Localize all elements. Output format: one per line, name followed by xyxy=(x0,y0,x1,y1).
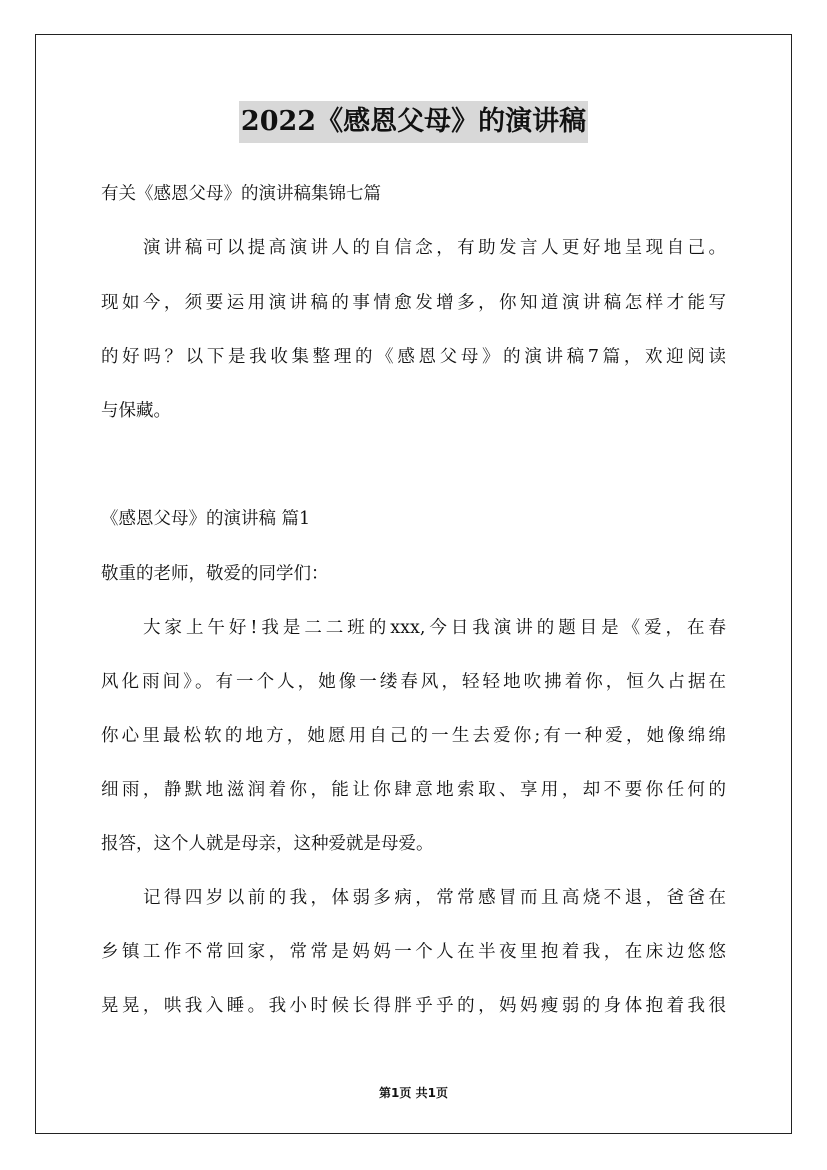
paragraph-line: 报答，这个人就是母亲，这种爱就是母爱。 xyxy=(101,834,434,854)
section-heading: 《感恩父母》的演讲稿 篇1 xyxy=(101,509,311,529)
footer-mid: 页 共 xyxy=(399,1086,428,1100)
subtitle-line: 有关《感恩父母》的演讲稿集锦七篇 xyxy=(101,184,381,204)
footer-suffix: 页 xyxy=(435,1086,448,1100)
paragraph-line: 的好吗？以下是我收集整理的《感恩父母》的演讲稿7篇，欢迎阅读 xyxy=(101,347,726,367)
paragraph-line: 你心里最松软的地方，她愿用自己的一生去爱你;有一种爱，她像绵绵 xyxy=(101,726,726,746)
paragraph-line: 细雨，静默地滋润着你，能让你肆意地索取、享用，却不要你任何的 xyxy=(101,780,726,800)
paragraph-line: 大家上午好!我是二二班的xxx,今日我演讲的题目是《爱，在春 xyxy=(143,618,726,638)
footer-prefix: 第 xyxy=(379,1086,392,1100)
title-container xyxy=(0,101,827,143)
footer-page-number: 1 xyxy=(391,1086,400,1100)
paragraph-line: 与保藏。 xyxy=(101,401,171,421)
paragraph-line: 演讲稿可以提高演讲人的自信念，有助发言人更好地呈现自己。 xyxy=(143,238,726,258)
salutation-line: 敬重的老师，敬爱的同学们： xyxy=(101,564,329,584)
page-footer xyxy=(0,1084,827,1101)
paragraph-line: 晃晃，哄我入睡。我小时候长得胖乎乎的，妈妈瘦弱的身体抱着我很 xyxy=(101,996,726,1016)
paragraph-line: 现如今，须要运用演讲稿的事情愈发增多，你知道演讲稿怎样才能写 xyxy=(101,293,726,313)
paragraph-line: 乡镇工作不常回家，常常是妈妈一个人在半夜里抱着我，在床边悠悠 xyxy=(101,942,726,962)
document-title: 2022《感恩父母》的演讲稿 xyxy=(239,101,588,143)
footer-page-total: 1 xyxy=(427,1086,436,1100)
paragraph-line: 风化雨间》。有一个人，她像一缕春风，轻轻地吹拂着你，恒久占据在 xyxy=(101,672,726,692)
paragraph-line: 记得四岁以前的我，体弱多病，常常感冒而且高烧不退，爸爸在 xyxy=(143,888,726,908)
